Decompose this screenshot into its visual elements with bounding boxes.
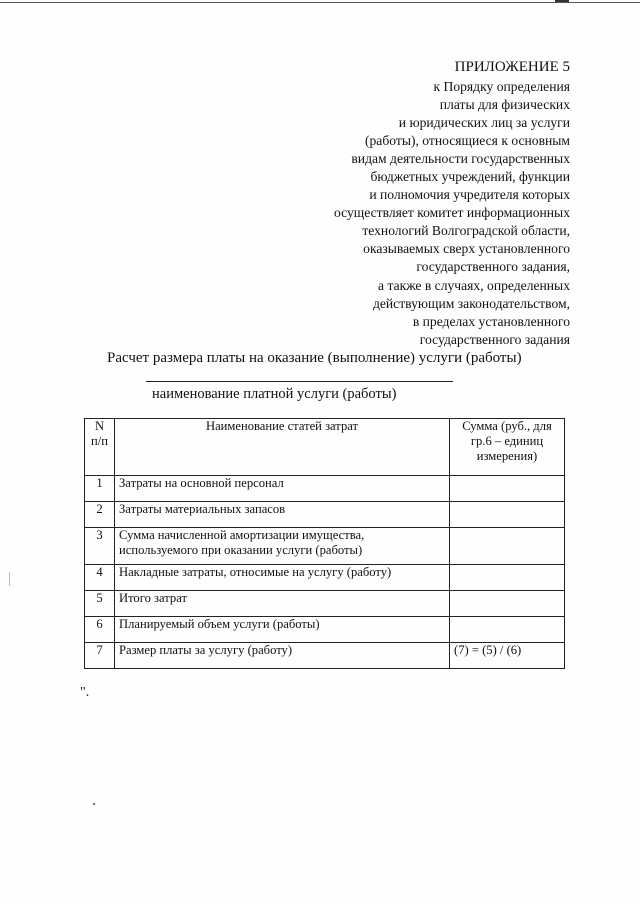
row-sum-cell bbox=[450, 476, 565, 502]
appendix-line: к Порядку определения bbox=[433, 79, 570, 94]
appendix-line: государственного задания bbox=[419, 331, 570, 347]
header-sum-line: измерения) bbox=[476, 449, 538, 463]
table-row bbox=[85, 502, 565, 528]
appendix-line: осуществляет комитет информационных bbox=[333, 205, 570, 221]
appendix-line: (работы), относящиеся к основным bbox=[364, 133, 570, 149]
row-sum-cell bbox=[450, 565, 565, 591]
scan-dot bbox=[93, 803, 95, 805]
table-row bbox=[85, 591, 565, 617]
header-cost-item: Наименование статей затрат bbox=[115, 419, 450, 476]
appendix-line: бюджетных учреждений, функции bbox=[370, 169, 570, 185]
header-sum-line: Сумма (руб., для bbox=[462, 419, 552, 433]
appendix-line: оказываемых сверх установленного bbox=[363, 241, 570, 257]
row-number: 5 bbox=[85, 591, 115, 617]
table-row bbox=[85, 617, 565, 643]
appendix-header bbox=[270, 58, 570, 349]
row-cost-item: Размер платы за услугу (работу) bbox=[115, 643, 450, 669]
row-cost-item-line: Сумма начисленной амортизации имущества, bbox=[119, 528, 365, 542]
row-number: 3 bbox=[85, 528, 115, 565]
table-header-row bbox=[85, 419, 565, 476]
service-name-caption: наименование платной услуги (работы) bbox=[152, 386, 397, 402]
appendix-reference bbox=[270, 78, 570, 349]
row-sum-cell: (7) = (5) / (6) bbox=[450, 643, 565, 669]
row-cost-item: Затраты на основной персонал bbox=[115, 476, 450, 502]
header-sum bbox=[450, 419, 565, 476]
row-cost-item: Накладные затраты, относимые на услугу (работу) bbox=[115, 565, 450, 591]
row-cost-item: Планируемый объем услуги (работы) bbox=[115, 617, 450, 643]
row-number: 1 bbox=[85, 476, 115, 502]
header-number-line: N bbox=[94, 419, 105, 433]
service-name-blank-line bbox=[146, 381, 453, 382]
appendix-line: действующим законодательством, bbox=[372, 295, 570, 311]
row-sum-cell bbox=[450, 617, 565, 643]
calculation-title: Расчет размера платы на оказание (выполнение) услуги (работы) bbox=[107, 350, 522, 366]
appendix-line: а также в случаях, определенных bbox=[378, 277, 570, 293]
scan-top-rule bbox=[0, 2, 640, 3]
appendix-line: технологий Волгоградской области, bbox=[362, 223, 570, 239]
scan-margin-mark bbox=[9, 572, 10, 586]
scan-top-mark bbox=[555, 0, 569, 2]
row-sum-cell bbox=[450, 502, 565, 528]
header-sum-line: гр.6 – единиц bbox=[470, 434, 544, 448]
appendix-line: государственного задания, bbox=[416, 259, 570, 275]
row-sum-cell bbox=[450, 528, 565, 565]
table-row bbox=[85, 528, 565, 565]
table-row bbox=[85, 565, 565, 591]
header-number-line: п/п bbox=[91, 434, 108, 448]
row-number: 6 bbox=[85, 617, 115, 643]
row-number: 7 bbox=[85, 643, 115, 669]
table-row bbox=[85, 643, 565, 669]
table-row bbox=[85, 476, 565, 502]
row-cost-item bbox=[115, 528, 450, 565]
appendix-line: видам деятельности государственных bbox=[351, 151, 570, 167]
row-number: 2 bbox=[85, 502, 115, 528]
row-number: 4 bbox=[85, 565, 115, 591]
appendix-line: и юридических лиц за услуги bbox=[398, 115, 570, 131]
appendix-title: ПРИЛОЖЕНИЕ 5 bbox=[454, 59, 570, 75]
row-cost-item: Итого затрат bbox=[115, 591, 450, 617]
header-number bbox=[85, 419, 115, 476]
row-sum-cell bbox=[450, 591, 565, 617]
row-cost-item: Затраты материальных запасов bbox=[115, 502, 450, 528]
cost-table bbox=[84, 418, 565, 669]
row-cost-item-line: используемого при оказании услуги (работы) bbox=[119, 543, 363, 557]
closing-quote-mark: ". bbox=[80, 685, 90, 700]
appendix-line: и полномочия учредителя которых bbox=[369, 187, 570, 203]
appendix-line: в пределах установленного bbox=[412, 313, 570, 329]
appendix-line: платы для физических bbox=[439, 97, 570, 113]
